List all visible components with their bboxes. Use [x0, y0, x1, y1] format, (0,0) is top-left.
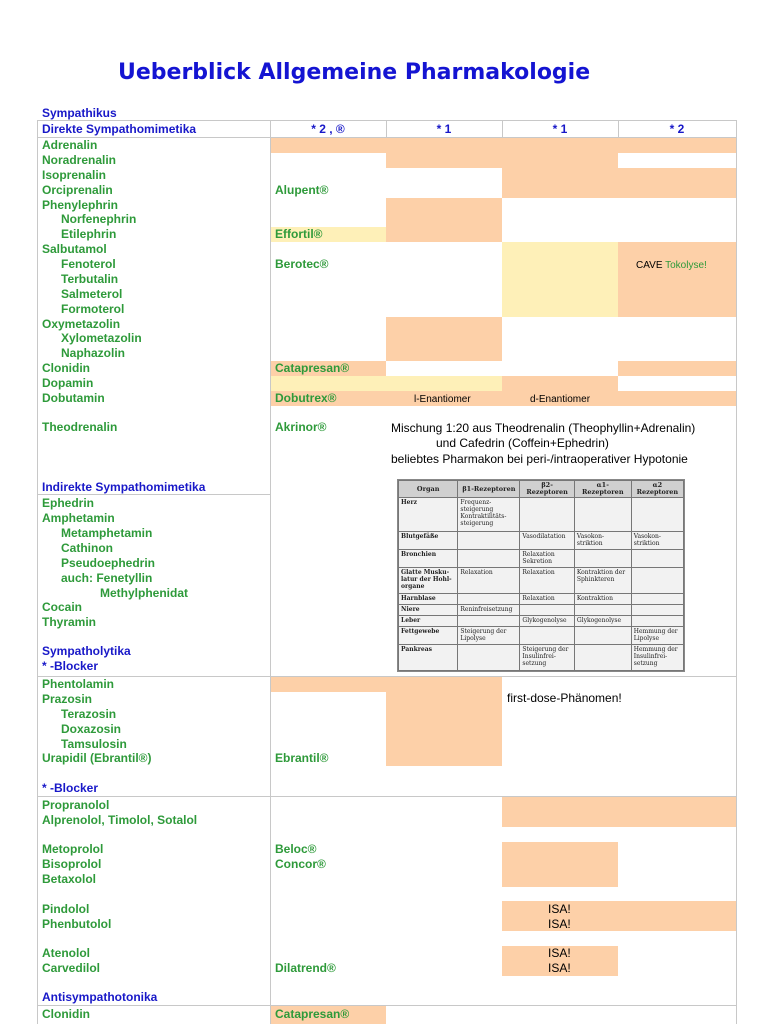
receptor-effect-cell: Relaxation [458, 568, 520, 594]
receptor-effect-cell: Relaxation Sekretion [520, 549, 574, 567]
receptor-effect-cell: Glykogenolyse [520, 615, 574, 626]
drug-dopamin: Dopamin [42, 376, 94, 390]
receptor-effect-cell [631, 549, 683, 567]
receptor-effect-cell: Reninfreisetzung [458, 605, 520, 616]
receptor-organ-cell: Fettgewebe [399, 626, 458, 644]
receptor-table-row [399, 568, 684, 594]
brand-catapresan: Catapresan® [275, 361, 350, 375]
header-col4: * 2 [669, 122, 685, 136]
drug-propranolol: Propranolol [42, 798, 110, 812]
note-d-enantiomer: d-Enantiomer [530, 394, 591, 405]
brand-akrinor: Akrinor® [275, 420, 327, 434]
drug-clonidin-2: Clonidin [42, 1007, 90, 1021]
brand-dilatrend: Dilatrend® [275, 961, 336, 975]
drug-ephedrin: Ephedrin [42, 496, 95, 510]
section-beta-blocker: * -Blocker [42, 781, 99, 795]
receptor-header-b1: β1-Rezeptoren [458, 481, 520, 498]
receptor-organ-cell: Leber [399, 615, 458, 626]
receptor-header-a2: α2 Rezeptoren [631, 481, 683, 498]
receptor-effect-cell: Kontraktion der Sphinkteren [574, 568, 631, 594]
receptor-table-row [399, 605, 684, 616]
drug-fenetyllin: auch: Fenetyllin [61, 571, 153, 585]
brand-beloc: Beloc® [275, 842, 317, 856]
receptor-effect-cell [520, 498, 574, 532]
receptor-effect-cell [574, 645, 631, 671]
drug-dobutamin: Dobutamin [42, 391, 105, 405]
receptor-organ-cell: Bronchien [399, 549, 458, 567]
receptor-table [398, 480, 684, 671]
drug-adrenalin: Adrenalin [42, 138, 98, 152]
receptor-effect-cell [458, 594, 520, 605]
note-isa-carvedilol: ISA! [548, 961, 571, 975]
note-tokolyse: Tokolyse! [665, 260, 707, 271]
receptor-header-organ: Organ [399, 481, 458, 498]
drug-etilephrin: Etilephrin [61, 227, 117, 241]
brand-ebrantil: Ebrantil® [275, 751, 329, 765]
drug-pindolol: Pindolol [42, 902, 90, 916]
receptor-organ-cell: Glatte Musku- latur der Hohl- organe [399, 568, 458, 594]
page-title: Ueberblick Allgemeine Pharmakologie [118, 60, 591, 85]
brand-alupent: Alupent® [275, 183, 329, 197]
drug-phenbutolol: Phenbutolol [42, 917, 112, 931]
receptor-effect-cell: Vasokon- striktion [631, 531, 683, 549]
drug-terbutalin: Terbutalin [61, 272, 119, 286]
receptor-table-image [397, 479, 685, 672]
drug-prazosin: Prazosin [42, 692, 93, 706]
receptor-organ-cell: Blutgefäße [399, 531, 458, 549]
drug-norfenephrin: Norfenephrin [61, 212, 137, 226]
receptor-organ-cell: Pankreas [399, 645, 458, 671]
drug-terazosin: Terazosin [61, 707, 117, 721]
receptor-table-body [399, 498, 684, 671]
receptor-effect-cell [631, 568, 683, 594]
receptor-effect-cell: Vasodilatation [520, 531, 574, 549]
note-theo-1: Mischung 1:20 aus Theodrenalin (Theophyllin+Adrenalin) [391, 421, 696, 435]
drug-orciprenalin: Orciprenalin [42, 183, 113, 197]
section-antisympathotonika: Antisympathotonika [42, 990, 158, 1004]
note-theo-2: und Cafedrin (Coffein+Ephedrin) [436, 436, 609, 450]
header-col2: * 1 [436, 122, 452, 136]
note-isa-pindolol: ISA! [548, 902, 571, 916]
drug-formoterol: Formoterol [61, 302, 125, 316]
brand-effortil: Effortil® [275, 227, 323, 241]
drug-metamphetamin: Metamphetamin [61, 526, 153, 540]
receptor-table-row [399, 549, 684, 567]
receptor-effect-cell [631, 594, 683, 605]
note-cave-word: CAVE [636, 260, 663, 271]
receptor-table-row [399, 626, 684, 644]
drug-carvedilol: Carvedilol [42, 961, 101, 975]
receptor-table-row [399, 615, 684, 626]
drug-atenolol: Atenolol [42, 946, 90, 960]
drug-urapidil: Urapidil (Ebrantil®) [42, 751, 152, 765]
receptor-effect-cell: Steigerung der Lipolyse [458, 626, 520, 644]
brand-berotec: Berotec® [275, 257, 329, 271]
section-sympatholytika: Sympatholytika [42, 644, 131, 658]
drug-fenoterol: Fenoterol [61, 257, 116, 271]
receptor-effect-cell [520, 626, 574, 644]
drug-cocain: Cocain [42, 600, 83, 614]
receptor-effect-cell [520, 605, 574, 616]
drug-xylometazolin: Xylometazolin [61, 331, 142, 345]
drug-alprenolol: Alprenolol, Timolol, Sotalol [42, 813, 198, 827]
note-cave [636, 259, 707, 272]
receptor-effect-cell [574, 549, 631, 567]
receptor-header-a1: α1- Rezeptoren [574, 481, 631, 498]
receptor-effect-cell [631, 615, 683, 626]
drug-tamsulosin: Tamsulosin [61, 737, 127, 751]
drug-oxymetazolin: Oxymetazolin [42, 317, 121, 331]
drug-phenylephrin: Phenylephrin [42, 198, 119, 212]
brand-catapresan-2: Catapresan® [275, 1007, 350, 1021]
brand-concor: Concor® [275, 857, 326, 871]
drug-cathinon: Cathinon [61, 541, 113, 555]
drug-thyramin: Thyramin [42, 615, 97, 629]
receptor-effect-cell [458, 615, 520, 626]
receptor-effect-cell: Frequenz- steigerung Kontraktilitäts- steigerung [458, 498, 520, 532]
section-indirekte: Indirekte Sympathomimetika [42, 480, 206, 494]
drug-doxazosin: Doxazosin [61, 722, 122, 736]
receptor-effect-cell [631, 605, 683, 616]
note-isa-phenbutolol: ISA! [548, 917, 571, 931]
drug-clonidin: Clonidin [42, 361, 90, 375]
note-theo-3: beliebtes Pharmakon bei peri-/intraoperativer Hypotonie [391, 452, 688, 466]
receptor-table-row [399, 594, 684, 605]
drug-metoprolol: Metoprolol [42, 842, 104, 856]
note-l-enantiomer: l-Enantiomer [414, 394, 471, 405]
receptor-effect-cell [458, 549, 520, 567]
receptor-organ-cell: Harnblase [399, 594, 458, 605]
receptor-table-row [399, 645, 684, 671]
drug-salbutamol: Salbutamol [42, 242, 107, 256]
receptor-organ-cell: Herz [399, 498, 458, 532]
receptor-effect-cell [458, 645, 520, 671]
header-col1: * 2 , ® [311, 122, 345, 136]
drug-naphazolin: Naphazolin [61, 346, 126, 360]
drug-pseudoephedrin: Pseudoephedrin [61, 556, 156, 570]
receptor-effect-cell: Glykogenolyse [574, 615, 631, 626]
drug-betaxolol: Betaxolol [42, 872, 97, 886]
section-sympathikus: Sympathikus [42, 106, 117, 120]
receptor-table-row [399, 498, 684, 532]
receptor-effect-cell: Hemmung der Lipolyse [631, 626, 683, 644]
drug-methylphenidat: Methylphenidat [100, 586, 189, 600]
receptor-organ-cell: Niere [399, 605, 458, 616]
receptor-effect-cell [574, 626, 631, 644]
drug-noradrenalin: Noradrenalin [42, 153, 117, 167]
receptor-effect-cell [458, 531, 520, 549]
drug-salmeterol: Salmeterol [61, 287, 123, 301]
section-alpha-blocker: * -Blocker [42, 659, 99, 673]
drug-bisoprolol: Bisoprolol [42, 857, 102, 871]
receptor-effect-cell: Relaxation [520, 594, 574, 605]
receptor-effect-cell: Hemmung der Insulinfrei- setzung [631, 645, 683, 671]
drug-isoprenalin: Isoprenalin [42, 168, 107, 182]
drug-theodrenalin: Theodrenalin [42, 420, 118, 434]
receptor-effect-cell: Relaxation [520, 568, 574, 594]
section-direkte: Direkte Sympathomimetika [42, 122, 197, 136]
header-col3: * 1 [552, 122, 568, 136]
note-isa-atenolol: ISA! [548, 946, 571, 960]
receptor-effect-cell [574, 605, 631, 616]
note-first-dose: first-dose-Phänomen! [507, 691, 622, 705]
receptor-table-row [399, 531, 684, 549]
receptor-effect-cell: Vasokon- striktion [574, 531, 631, 549]
receptor-effect-cell [631, 498, 683, 532]
brand-dobutrex: Dobutrex® [275, 391, 337, 405]
drug-amphetamin: Amphetamin [42, 511, 115, 525]
receptor-effect-cell: Kontraktion [574, 594, 631, 605]
receptor-effect-cell [574, 498, 631, 532]
receptor-header-b2: β2- Rezeptoren [520, 481, 574, 498]
drug-phentolamin: Phentolamin [42, 677, 115, 691]
receptor-effect-cell: Steigerung der Insulinfrei- setzung [520, 645, 574, 671]
